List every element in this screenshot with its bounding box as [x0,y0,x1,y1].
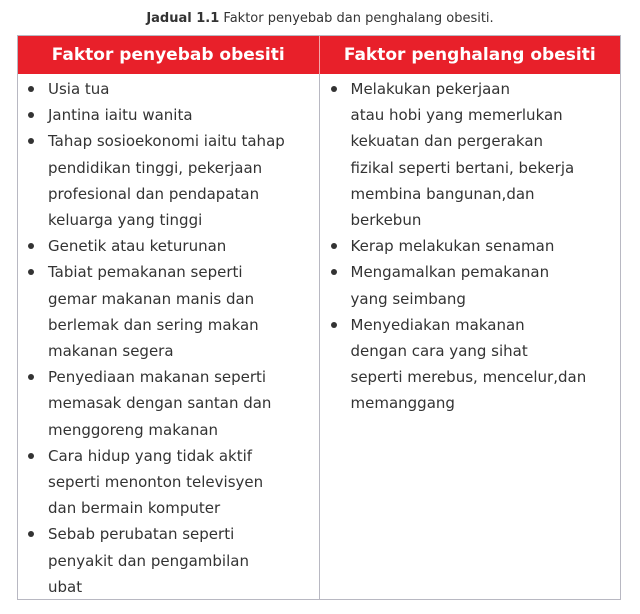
prevention-factors-column [319,74,621,599]
header-prevention-factors: Faktor penghalang obesiti [319,36,621,74]
table-header [18,36,620,74]
list-item: Cara hidup yang tidak aktif seperti menonton televisyen dan bermain komputer [26,443,319,522]
table-caption [0,11,640,26]
table-body [18,74,620,599]
list-item: Kerap melakukan senaman [329,233,621,259]
caption-text: Faktor penyebab dan penghalang obesiti. [219,11,494,26]
list-item: Melakukan pekerjaan atau hobi yang memerlukan kekuatan dan pergerakan fizikal seperti bertani, bekerja membina bangunan,dan berkebun [329,76,621,233]
list-item: Genetik atau keturunan [26,233,319,259]
list-item: Tahap sosioekonomi iaitu tahap pendidikan tinggi, pekerjaan profesional dan pendapatan keluarga yang tinggi [26,128,319,233]
list-item: Menyediakan makanan dengan cara yang sihat seperti merebus, mencelur,dan memanggang [329,312,621,417]
cause-factors-column [18,74,319,599]
list-item: Mengamalkan pemakanan yang seimbang [329,259,621,311]
prevention-factors-list [320,74,621,417]
header-cause-factors: Faktor penyebab obesiti [51,45,285,65]
list-item: Usia tua [26,76,319,102]
list-item: Tabiat pemakanan seperti gemar makanan manis dan berlemak dan sering makan makanan segera [26,259,319,364]
list-item: Jantina iaitu wanita [26,102,319,128]
list-item: Sebab perubatan seperti penyakit dan pengambilan ubat [26,521,319,600]
caption-label: Jadual 1.1 [146,11,220,26]
obesity-factors-table [17,35,621,600]
cause-factors-list [18,74,319,600]
list-item: Penyediaan makanan seperti memasak dengan santan dan menggoreng makanan [26,364,319,443]
